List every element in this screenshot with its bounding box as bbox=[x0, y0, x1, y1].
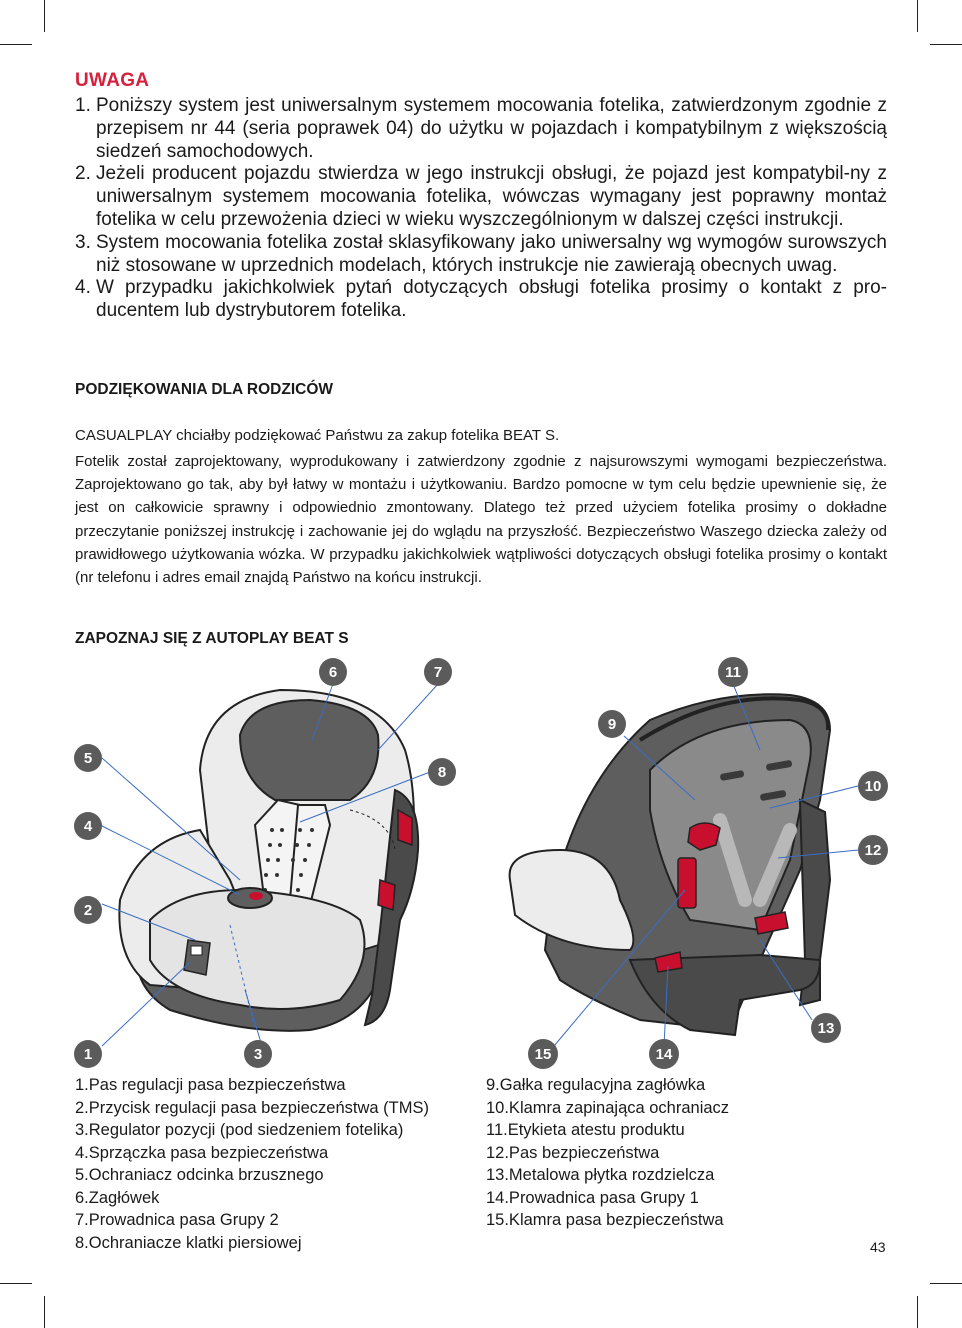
crop-mark bbox=[930, 44, 962, 45]
legend-item: 15.Klamra pasa bezpieczeństwa bbox=[486, 1211, 724, 1229]
svg-text:5: 5 bbox=[83, 750, 93, 767]
warning-item bbox=[75, 95, 887, 163]
callout-5 bbox=[74, 744, 102, 772]
legend-item: 3.Regulator pozycji (pod siedzeniem fotelika) bbox=[75, 1121, 404, 1139]
crop-mark bbox=[917, 1296, 918, 1328]
legend-item: 5.Ochraniacz odcinka brzusznego bbox=[75, 1166, 324, 1184]
crop-mark bbox=[44, 1296, 45, 1328]
rear-seat-illustration bbox=[510, 694, 830, 1035]
callout-8 bbox=[428, 758, 456, 786]
legend-item: 14.Prowadnica pasa Grupy 1 bbox=[486, 1188, 699, 1207]
front-seat-illustration bbox=[119, 690, 418, 1031]
legend-item: 1.Pas regulacji pasa bezpieczeństwa bbox=[75, 1076, 346, 1094]
warning-title: UWAGA bbox=[75, 70, 150, 91]
callout-14 bbox=[649, 1039, 679, 1069]
legend-right bbox=[486, 1074, 729, 1232]
item-text: W przypadku jakichkolwiek pytań dotyczących obsługi fotelika prosimy o kontakt z pro-ducentem lub dystrybutorem fotelika. bbox=[96, 277, 887, 322]
legend-item: 9.Gałka regulacyjna zagłówka bbox=[486, 1076, 706, 1094]
svg-text:15: 15 bbox=[534, 1046, 552, 1063]
item-text: Jeżeli producent pojazdu stwierdza w jego instrukcji obsługi, że pojazd jest kompatybil-ny z uniwersalnym systemem mocowania fotelika, wówczas wymagany jest poprawny montaż fotelika w celu przewożenia dzieci w wieku wyszczególnionym w dalszej części instrukcji. bbox=[96, 163, 887, 230]
callout-1 bbox=[74, 1040, 102, 1068]
svg-text:10: 10 bbox=[864, 778, 882, 795]
warning-item bbox=[75, 277, 887, 323]
callout-2 bbox=[74, 896, 102, 924]
item-number: 3. bbox=[75, 231, 91, 253]
crop-mark bbox=[917, 0, 918, 32]
legend-item: 6.Zagłówek bbox=[75, 1188, 160, 1207]
svg-text:8: 8 bbox=[437, 764, 447, 781]
callout-10 bbox=[858, 771, 888, 801]
svg-text:1: 1 bbox=[83, 1046, 93, 1063]
callout-7 bbox=[424, 658, 452, 686]
svg-text:13: 13 bbox=[817, 1020, 835, 1037]
svg-text:12: 12 bbox=[864, 842, 882, 859]
svg-text:6: 6 bbox=[328, 664, 338, 681]
legend-item: 12.Pas bezpieczeństwa bbox=[486, 1143, 660, 1162]
svg-text:3: 3 bbox=[253, 1046, 263, 1063]
svg-text:9: 9 bbox=[607, 716, 617, 733]
callout-4 bbox=[74, 812, 102, 840]
crop-mark bbox=[44, 0, 45, 32]
legend-left bbox=[75, 1074, 429, 1254]
legend-item: 2.Przycisk regulacji pasa bezpieczeństwa (TMS) bbox=[75, 1098, 429, 1117]
item-text: System mocowania fotelika został sklasyfikowany jako uniwersalny wg wymogów surowszych niż stosowane w uprzednich modelach, których instrukcje nie zawierają obecnych uwag. bbox=[96, 231, 887, 276]
callout-3 bbox=[244, 1040, 272, 1068]
overview-title: ZAPOZNAJ SIĘ Z AUTOPLAY BEAT S bbox=[75, 630, 349, 647]
legend-item: 10.Klamra zapinająca ochraniacz bbox=[486, 1098, 730, 1117]
svg-text:7: 7 bbox=[433, 664, 443, 681]
legend-item: 4.Sprzączka pasa bezpieczeństwa bbox=[75, 1143, 329, 1162]
callout-12 bbox=[858, 835, 888, 865]
item-number: 2. bbox=[75, 163, 91, 185]
thanks-paragraph: Fotelik został zaprojektowany, wyprodukowany i zatwierdzony zgodnie z najsurowszymi wymogami bezpieczeństwa. Zaprojektowano go tak, aby był łatwy w montażu i użytkowaniu. Bardzo pomocne w tym celu będzie upewnienie się, że jest on całkowicie sprawny i odpowiednio zmontowany. Dlatego też przed użyciem fotelika prosimy o dokładne przeczytanie poniższej instrukcję i zachowanie jej do wglądu na przyszłość. Bezpieczeństwo Waszego dziecka zależy od prawidłowego użytkowania wózka. W przypadku jakichkolwiek wątpliwości dotyczących obsługi fotelika prosimy o kontakt (nr telefonu i adres email znajdą Państwo na końcu instrukcji. bbox=[75, 453, 887, 587]
legend-item: 13.Metalowa płytka rozdzielcza bbox=[486, 1166, 715, 1184]
callout-13 bbox=[811, 1013, 841, 1043]
legend-item: 8.Ochraniacze klatki piersiowej bbox=[75, 1233, 302, 1252]
svg-text:4: 4 bbox=[83, 818, 93, 835]
item-number: 1. bbox=[75, 95, 91, 116]
legend-item: 7.Prowadnica pasa Grupy 2 bbox=[75, 1211, 279, 1229]
item-text: Poniższy system jest uniwersalnym systemem mocowania fotelika, zatwierdzonym zgodnie z przepisem nr 44 (seria poprawek 04) do użytku w pojazdach i kompatybilnym z większością siedzeń samochodowych. bbox=[96, 95, 887, 162]
item-number: 4. bbox=[75, 277, 91, 299]
thanks-title: PODZIĘKOWANIA DLA RODZICÓW bbox=[75, 381, 334, 398]
legend-item: 11.Etykieta atestu produktu bbox=[486, 1121, 685, 1139]
callout-11 bbox=[718, 657, 748, 687]
callout-15 bbox=[528, 1039, 558, 1069]
svg-text:11: 11 bbox=[725, 664, 741, 681]
car-seat-diagram bbox=[0, 650, 962, 1070]
page-number: 43 bbox=[870, 1239, 886, 1255]
crop-mark bbox=[930, 1283, 962, 1284]
crop-mark bbox=[0, 1283, 32, 1284]
svg-text:2: 2 bbox=[83, 902, 93, 919]
svg-text:14: 14 bbox=[655, 1046, 673, 1063]
warning-item bbox=[75, 232, 887, 278]
crop-mark bbox=[0, 44, 32, 45]
callout-6 bbox=[319, 658, 347, 686]
callout-9 bbox=[598, 710, 626, 738]
thanks-intro: CASUALPLAY chciałby podziękować Państwu za zakup fotelika BEAT S. bbox=[75, 427, 560, 444]
warning-item bbox=[75, 163, 887, 231]
warning-list bbox=[75, 95, 887, 323]
